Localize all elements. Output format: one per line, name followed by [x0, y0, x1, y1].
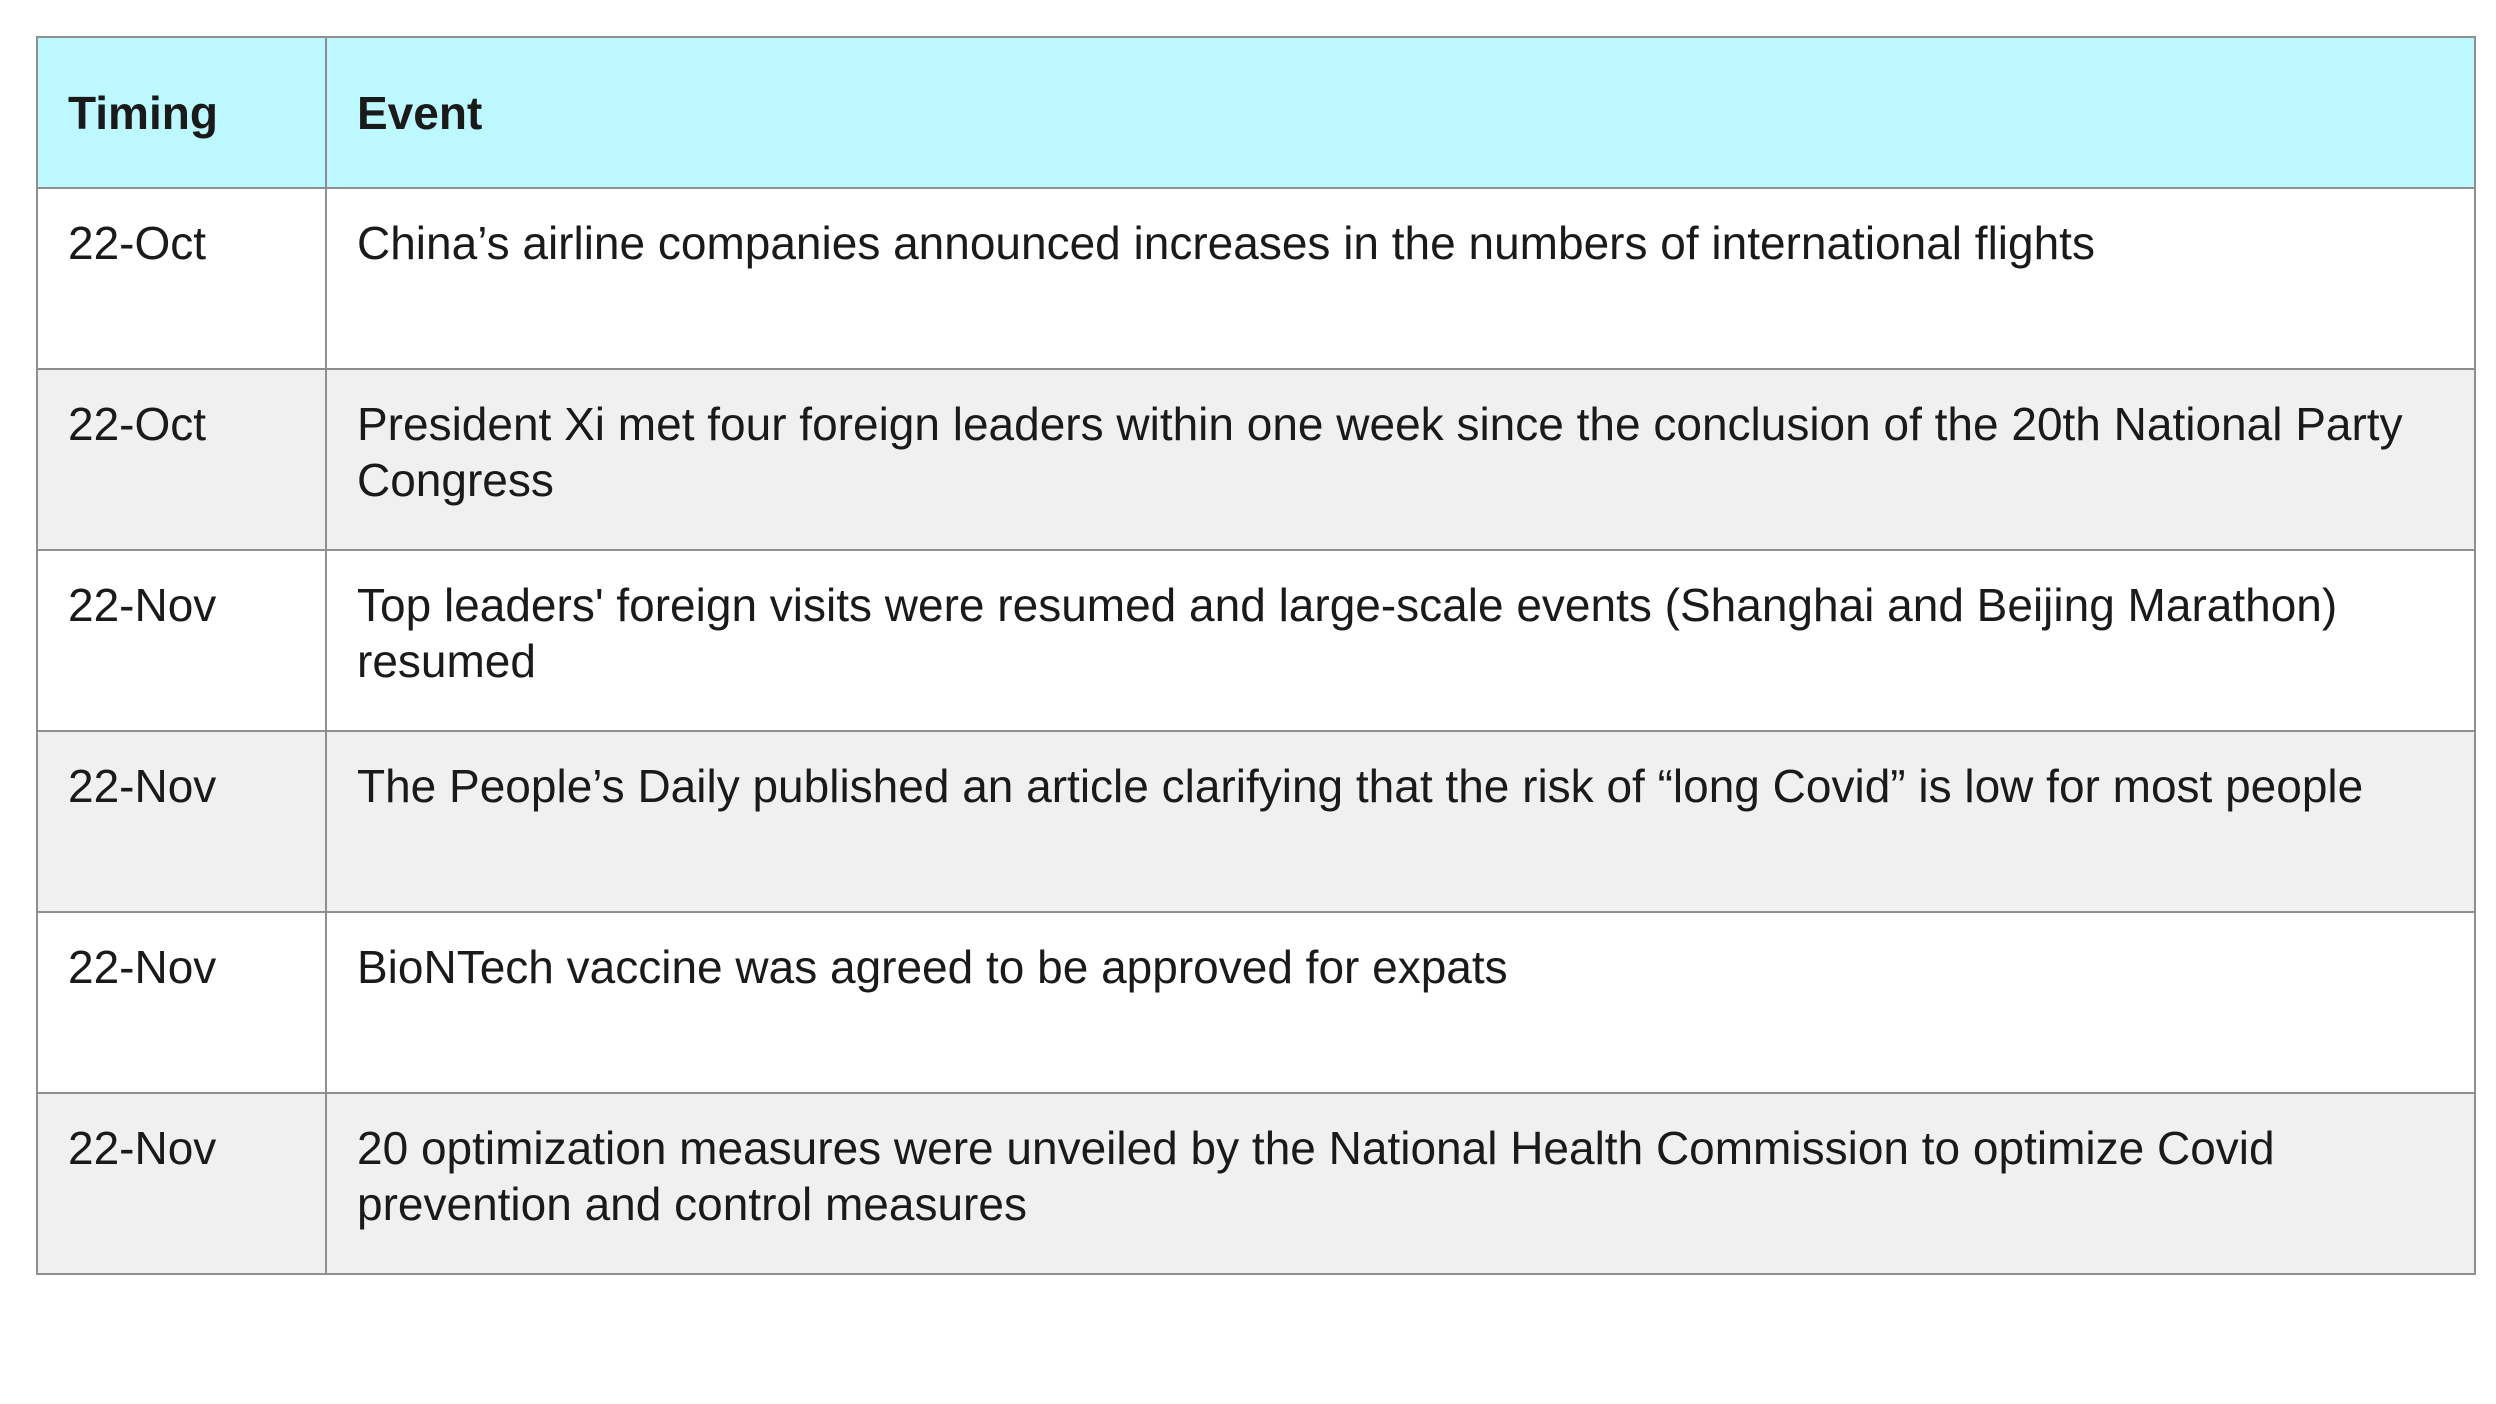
timing-cell: 22-Oct: [37, 369, 326, 550]
table-row: [37, 550, 2475, 731]
table-row: [37, 369, 2475, 550]
event-cell: 20 optimization measures were unveiled by the National Health Commission to optimize Covid prevention and control measures: [326, 1093, 2475, 1274]
table-row: [37, 188, 2475, 369]
header-timing: Timing: [37, 37, 326, 188]
event-cell: BioNTech vaccine was agreed to be approved for expats: [326, 912, 2475, 1093]
table-header: [37, 37, 2475, 188]
timing-cell: 22-Nov: [37, 1093, 326, 1274]
timing-cell: 22-Nov: [37, 731, 326, 912]
table-row: [37, 731, 2475, 912]
header-event: Event: [326, 37, 2475, 188]
timing-cell: 22-Nov: [37, 550, 326, 731]
table-body: [37, 188, 2475, 1274]
timing-cell: 22-Nov: [37, 912, 326, 1093]
header-row: [37, 37, 2475, 188]
table-row: [37, 1093, 2475, 1274]
event-cell: President Xi met four foreign leaders within one week since the conclusion of the 20th National Party Congress: [326, 369, 2475, 550]
table-row: [37, 912, 2475, 1093]
event-cell: China’s airline companies announced increases in the numbers of international flights: [326, 188, 2475, 369]
events-table: [36, 36, 2476, 1275]
event-cell: The People’s Daily published an article clarifying that the risk of “long Covid” is low for most people: [326, 731, 2475, 912]
timing-cell: 22-Oct: [37, 188, 326, 369]
event-cell: Top leaders' foreign visits were resumed and large-scale events (Shanghai and Beijing Marathon) resumed: [326, 550, 2475, 731]
